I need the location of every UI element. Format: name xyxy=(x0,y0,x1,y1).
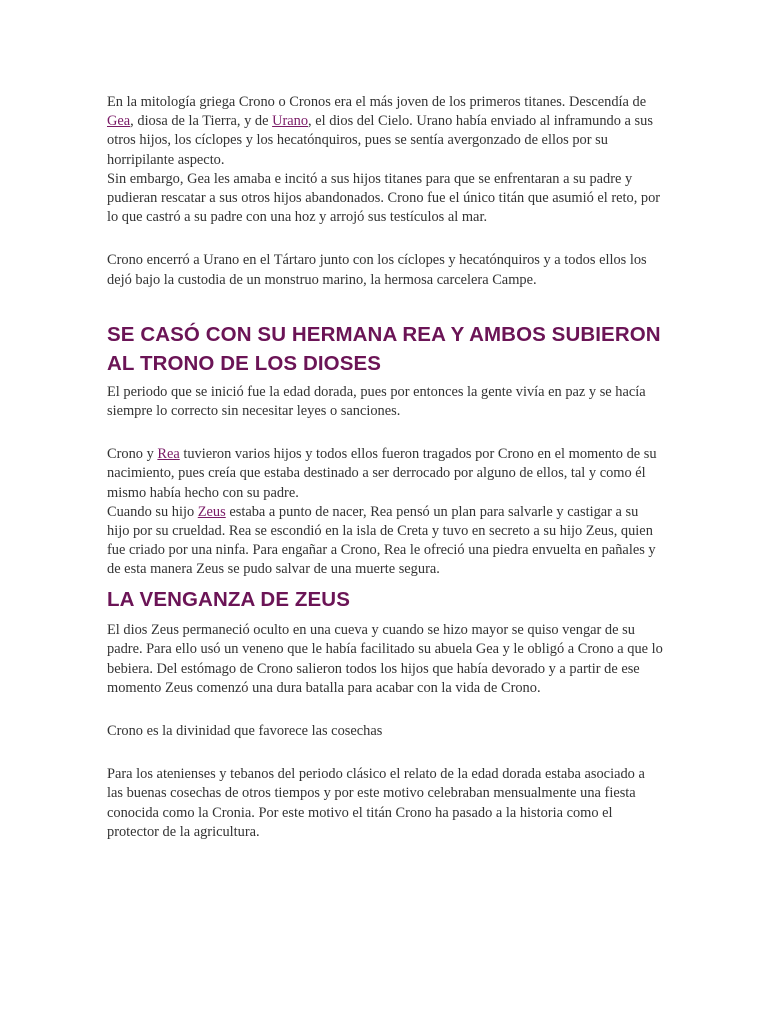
document-page xyxy=(107,93,663,842)
paragraph-golden-age: El periodo que se inició fue la edad dorada, pues por entonces la gente vivía en paz y se hacía siempre lo correcto sin necesitar leyes o sanciones. xyxy=(107,383,646,420)
paragraph-origin-text-1: En la mitología griega Crono o Cronos era el más joven de los primeros titanes. Descendía de xyxy=(107,94,647,110)
paragraph-revenge: El dios Zeus permaneció oculto en una cueva y cuando se hizo mayor se quiso vengar de su padre. Para ello usó un veneno que le había facilitado su abuela Gea y le obligó a Crono a que lo bebiera. Del estómago de Crono salieron todos los hijos que había devorado y a partir de ese momento Zeus comenzó una dura batalla para acabar con la vida de Crono. xyxy=(107,622,663,696)
heading-zeus-revenge: LA VENGANZA DE ZEUS xyxy=(107,587,350,611)
paragraph-harvest-title: Crono es la divinidad que favorece las cosechas xyxy=(107,722,383,739)
heading-marriage-rea: SE CASÓ CON SU HERMANA REA Y AMBOS SUBIERON AL TRONO DE LOS DIOSES xyxy=(107,322,661,376)
paragraph-children xyxy=(107,445,663,503)
paragraph-children-text-2: tuvieron varios hijos y todos ellos fueron tragados por Crono en el momento de su nacimiento, pues creía que estaba destinado a ser derrocado por alguno de ellos, tal y como él mismo había hecho con su padre. xyxy=(107,446,657,501)
paragraph-cronia: Para los atenienses y tebanos del periodo clásico el relato de la edad dorada estaba asociado a las buenas cosechas de otros tiempos y por este motivo celebraban mensualmente una fiesta conocida como la Cronia. Por este motivo el titán Crono ha pasado a la historia como el protector de la agricultura. xyxy=(107,766,645,840)
paragraph-zeus-birth-text-2: estaba a punto de nacer, Rea pensó un plan para salvarle y castigar a su hijo por su crueldad. Rea se escondió en la isla de Creta y tuvo en secreto a su hijo Zeus, quien fue criado por una ninfa. Para engañar a Crono, Rea le ofreció una piedra envuelta en pañales y de esta manera Zeus se pudo salvar de una muerte segura. xyxy=(107,503,656,578)
paragraph-zeus-birth-text-1: Cuando su hijo xyxy=(107,503,198,520)
link-zeus[interactable]: Zeus xyxy=(197,503,226,520)
paragraph-tartarus: Crono encerró a Urano en el Tártaro junto con los cíclopes y hecatónquiros y a todos ellos los dejó bajo la custodia de un monstruo marino, la hermosa carcelera Campe. xyxy=(107,252,647,288)
paragraph-origin-text-2: , diosa de la Tierra, y de xyxy=(130,113,273,130)
link-rea[interactable]: Rea xyxy=(157,446,180,463)
paragraph-zeus-birth xyxy=(107,503,663,580)
paragraph-children-text-1: Crono y xyxy=(107,446,158,463)
paragraph-origin-text-3: , el dios del Cielo. Urano había enviado al inframundo a sus otros hijos, los cíclopes y los hecatónquiros, pues se sentía avergonzado de ellos por su horripilante aspecto. xyxy=(107,113,653,168)
link-urano[interactable]: Urano xyxy=(272,113,309,130)
link-gea[interactable]: Gea xyxy=(107,113,131,130)
paragraph-rebellion: Sin embargo, Gea les amaba e incitó a sus hijos titanes para que se enfrentaran a su padre y pudieran rescatar a sus otros hijos abandonados. Crono fue el único titán que asumió el reto, por lo que castró a su padre con una hoz y arrojó sus testículos al mar. xyxy=(107,170,661,226)
paragraph-origin xyxy=(107,93,663,170)
